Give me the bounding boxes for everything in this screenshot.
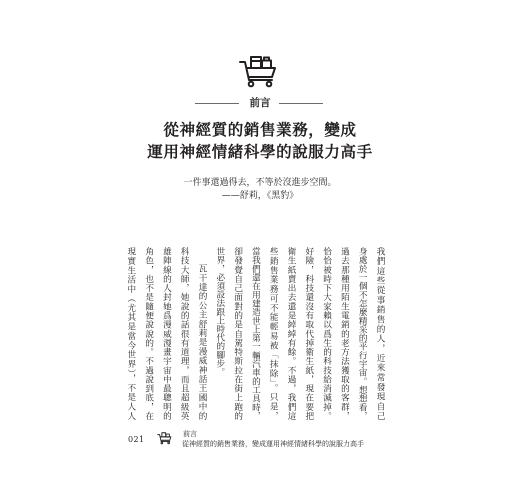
text-column: 我們這些從事銷售的人，近來常發現自己 [375,247,385,420]
text-column: 過去那種用陌生電銷的老方法獲取的客群， [339,247,350,420]
running-header-section: 前言 [183,430,197,438]
chapter-title [0,119,520,163]
text-column: 世界，必須設法跟上時代的腳步。 [214,247,225,376]
text-column: 好險，科技還沒有取代掉衛生紙，現在要把 [303,247,314,420]
text-column: 當我們還在用建造世上第一輛汽車的工具時， [250,247,261,420]
section-label: 前言 [249,97,271,109]
text-column: 角色，也不是隨便說說的。不過說到底，在 [143,247,154,420]
text-column: 科技大師，她說的話很有道理，而且超級英 [179,247,190,420]
chapter-title-line: 運用神經情緒科學的說服力高手 [147,143,373,161]
epigraph-quote: 一件事還過得去，不等於沒進步空間。 [183,178,337,188]
text-column: 些銷售業務可不能輕易被「抹除」。只是， [268,247,279,420]
text-column: 身處於一個不怎麼精采的平行宇宙。想想看， [357,247,368,420]
shopping-cart-icon [157,431,172,445]
running-header-title: 從神經質的銷售業務，變成運用神經情緒科學的說服力高手 [182,440,364,448]
text-column: 衛生紙賣出去還是綽綽有餘。不過，我們這 [286,247,297,420]
chapter-title-line: 從神經質的銷售業務，變成 [163,121,357,139]
text-column: 瓦干達的公主舒莉是漫威神話王國中的 [197,264,208,420]
text-column: 卻發覺自己面對的是自駕特斯拉在街上跑的 [232,247,243,420]
body-text [121,247,388,420]
text-column: 雄陣線的人封她爲漫威漫畫宇宙中最聰明的 [161,247,172,420]
epigraph [0,177,520,203]
text-column: 現實生活中（尤其是當今世界），不是人人 [125,247,136,420]
page-number: 021 [128,435,145,444]
text-column: 恰恰被時下大家賴以爲生的科技給消滅掉。 [321,247,332,420]
epigraph-attribution: ——舒莉，《黑豹》 [221,191,299,201]
shopping-cart-icon [238,53,278,89]
